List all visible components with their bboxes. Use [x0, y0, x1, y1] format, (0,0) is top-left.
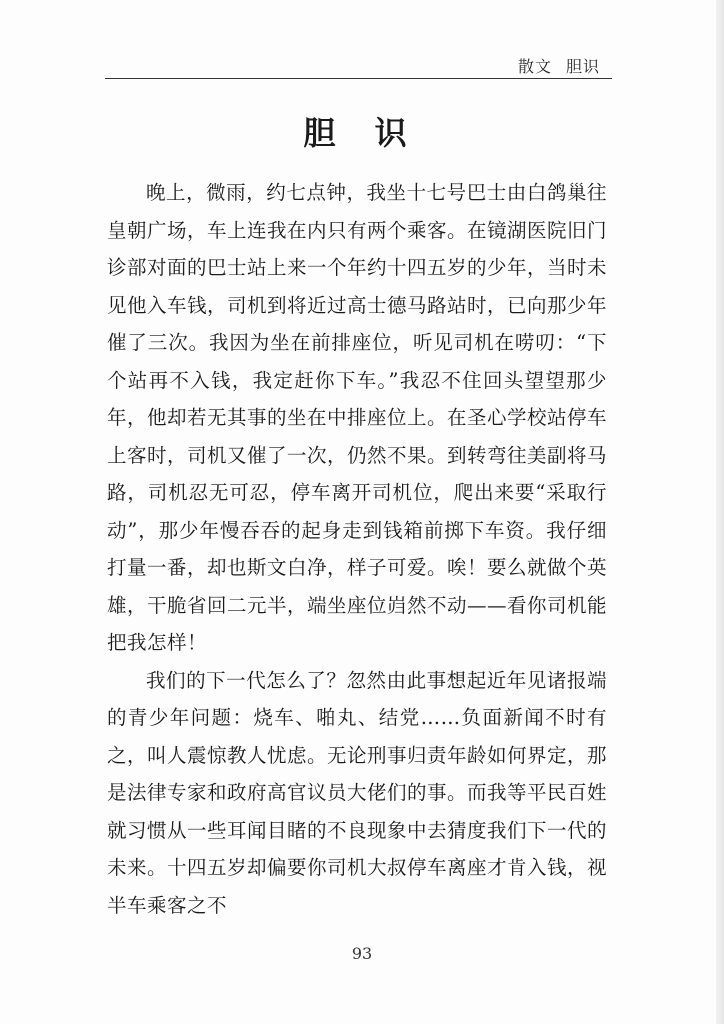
page-number: 93 [351, 944, 373, 963]
article-body [107, 174, 607, 924]
header-rule [105, 78, 612, 79]
running-header-section: 散文 [517, 57, 552, 76]
paragraph-1: 晚上，微雨，约七点钟，我坐十七号巴士由白鸽巢往皇朝广场，车上连我在内只有两个乘客。在镜湖医院旧门诊部对面的巴士站上来一个年约十四五岁的少年，当时未见他入车钱，司机到将近过高士德马路站时，已向那少年催了三次。我因为坐在前排座位，听见司机在唠叨：“下个站再不入钱，我定赶你下车。”我忍不住回头望望那少年，他却若无其事的坐在中排座位上。在圣心学校站停车上客时，司机又催了一次，仍然不果。到转弯往美副将马路，司机忍无可忍，停车离开司机位，爬出来要“采取行动”，那少年慢吞吞的起身走到钱箱前掷下车资。我仔细打量一番，却也斯文白净，样子可爱。唉！要么就做个英雄，干脆省回二元半，端坐座位岿然不动——看你司机能把我怎样！ [107, 181, 608, 654]
running-header [518, 54, 600, 77]
paragraph-2: 我们的下一代怎么了？忽然由此事想起近年见诸报端的青少年问题：烧车、啪丸、结党……负面新闻不时有之，叫人震惊教人忧虑。无论刑事归责年龄如何界定，那是法律专家和政府高官议员大佬们的事。而我等平民百姓就习惯从一些耳闻目睹的不良现象中去猜度我们下一代的未来。十四五岁却偏要你司机大叔停车离座才肯入钱，视半车乘客之不 [107, 668, 608, 917]
article-title: 胆 识 [303, 114, 421, 152]
running-header-title: 胆识 [565, 57, 600, 76]
